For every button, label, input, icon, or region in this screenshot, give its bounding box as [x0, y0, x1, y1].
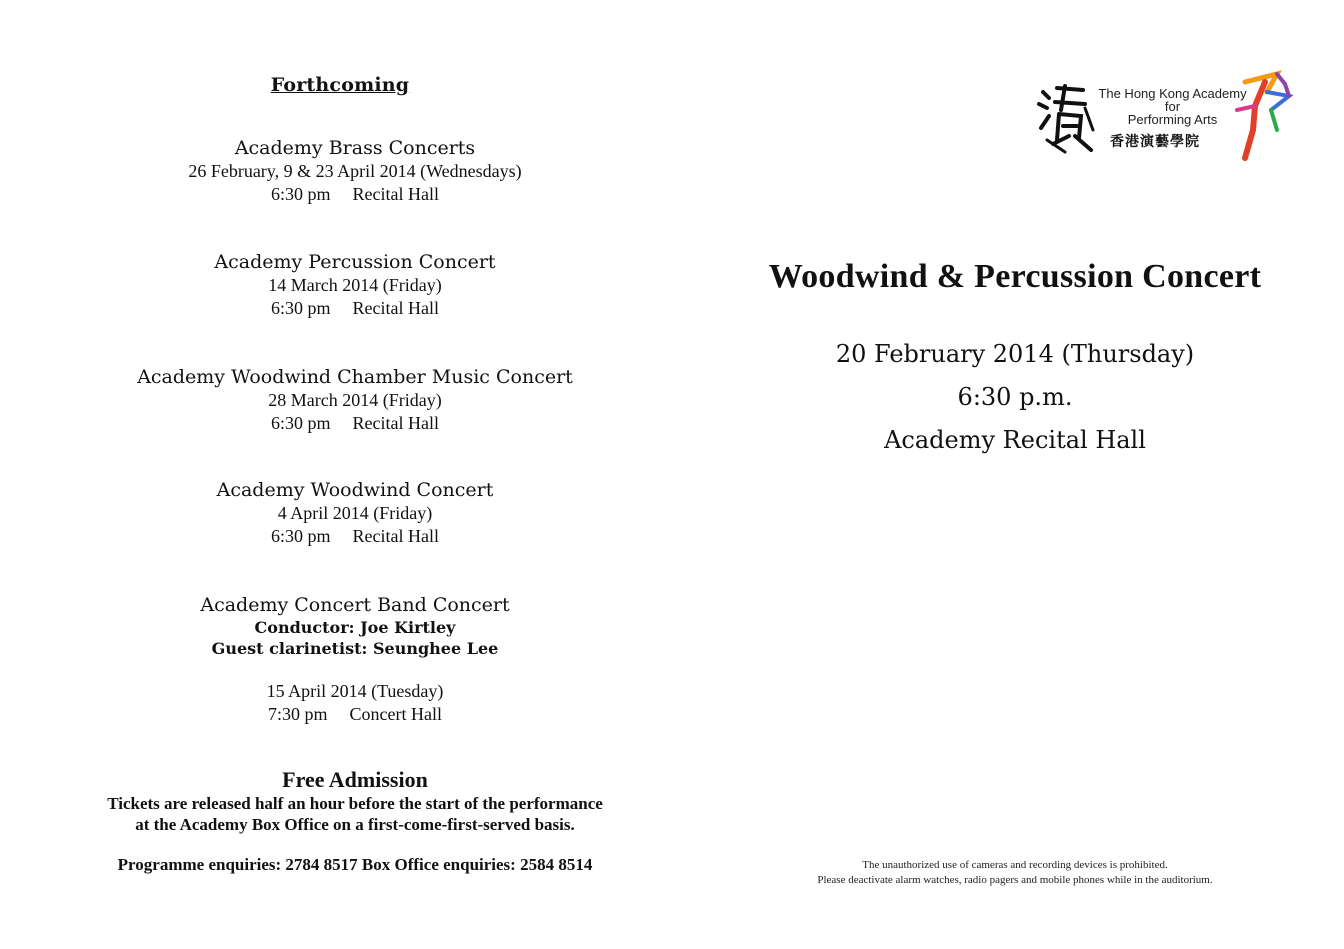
programme-cover [690, 0, 1344, 949]
concert-title: Woodwind & Percussion Concert [768, 258, 1262, 295]
event-time-venue [40, 703, 670, 726]
free-admission-block [40, 766, 670, 835]
forthcoming-panel [40, 0, 670, 949]
event-time-venue [40, 525, 670, 548]
event-date: 4 April 2014 (Friday) [277, 503, 433, 523]
concert-date: 20 February 2014 (Thursday) [835, 340, 1195, 368]
event-time-venue [40, 412, 670, 435]
academy-logo [1035, 70, 1305, 170]
event-date: 28 March 2014 (Friday) [268, 390, 442, 410]
event-venue: Recital Hall [352, 526, 439, 546]
event-time: 6:30 pm [271, 526, 331, 546]
event-time: 6:30 pm [271, 298, 331, 318]
forthcoming-heading: Forthcoming [270, 74, 410, 96]
event-venue: Concert Hall [349, 704, 442, 724]
event-time: 6:30 pm [271, 413, 331, 433]
event-title: Academy Concert Band Concert [200, 594, 510, 616]
event-percussion [40, 250, 670, 320]
concert-time: 6:30 p.m. [957, 383, 1073, 411]
event-title: Academy Woodwind Concert [216, 479, 494, 501]
enquiries-line: Programme enquiries: 2784 8517 Box Office enquiries: 2584 8514 [117, 855, 593, 874]
logo-line-2: for [1164, 99, 1181, 114]
event-title: Academy Woodwind Chamber Music Concert [137, 366, 573, 388]
concert-venue: Academy Recital Hall [884, 426, 1146, 454]
event-woodwind [40, 478, 670, 548]
event-title: Academy Percussion Concert [214, 251, 496, 273]
event-title: Academy Brass Concerts [234, 137, 476, 159]
event-concert-band [40, 593, 670, 726]
event-time-venue [40, 183, 670, 206]
event-time: 6:30 pm [271, 184, 331, 204]
event-conductor: Conductor: Joe Kirtley [254, 618, 456, 637]
notice-line-2: Please deactivate alarm watches, radio pagers and mobile phones while in the auditorium. [817, 874, 1213, 886]
admission-line-2: at the Academy Box Office on a first-come-first-served basis. [135, 815, 575, 834]
auditorium-notice [690, 858, 1340, 888]
calligraphy-logo-icon [1035, 80, 1100, 155]
event-date: 14 March 2014 (Friday) [268, 275, 442, 295]
event-venue: Recital Hall [352, 413, 439, 433]
event-woodwind-chamber [40, 365, 670, 435]
event-date: 15 April 2014 (Tuesday) [266, 681, 444, 701]
logo-line-3: Performing Arts [1127, 112, 1218, 127]
event-guest: Guest clarinetist: Seunghee Lee [211, 639, 499, 658]
event-venue: Recital Hall [352, 184, 439, 204]
event-date: 26 February, 9 & 23 April 2014 (Wednesdays) [188, 161, 522, 181]
event-venue: Recital Hall [352, 298, 439, 318]
event-brass [40, 136, 670, 206]
logo-chinese-name: 香港演藝學院 [1110, 134, 1200, 150]
event-time: 7:30 pm [268, 704, 328, 724]
admission-line-1: Tickets are released half an hour before the start of the performance [107, 794, 603, 813]
event-time-venue [40, 297, 670, 320]
admission-title: Free Admission [282, 767, 428, 792]
logo-line-1: The Hong Kong Academy [1098, 86, 1247, 101]
notice-line-1: The unauthorized use of cameras and recording devices is prohibited. [862, 859, 1168, 871]
star-logo-icon [1225, 70, 1305, 170]
